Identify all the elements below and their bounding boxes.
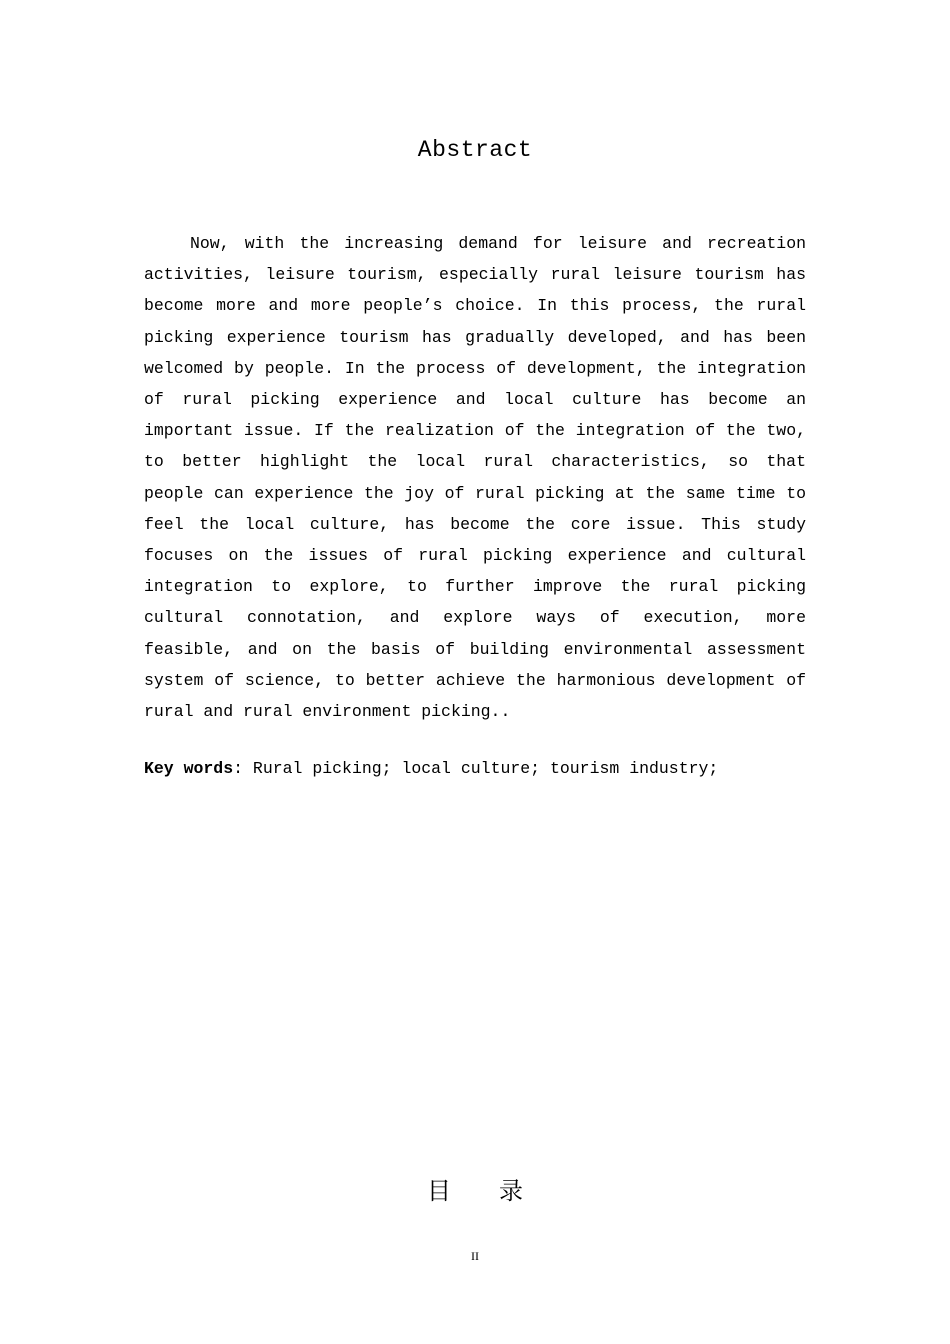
abstract-body: Now, with the increasing demand for leisure and recreation activities, leisure tourism, especially rural leisure tourism has become more and more people’s choice. In this process, the rural picking experience tourism has gradually developed, and has been welcomed by people. In the process of development, the integration of rural picking experience and local culture has become an important issue. If the realization of the integration of the two, to better highlight the local rural characteristics, so that people can experience the joy of rural picking at the same time to feel the local culture, has become the core issue. This study focuses on the issues of rural picking experience and cultural integration to explore, to further improve the rural picking cultural connotation, and explore ways of execution, more feasible, and on the basis of building environmental assessment system of science, to better achieve the harmonious development of rural and rural environment picking.. (144, 234, 806, 722)
abstract-title: Abstract (417, 137, 533, 163)
keywords-label: Key words (144, 759, 234, 778)
table-of-contents-title: 目录 (427, 1177, 571, 1205)
keywords-line (144, 755, 806, 783)
keywords-text: : Rural picking; local culture; tourism industry; (233, 759, 719, 778)
page-number: II (471, 1249, 479, 1263)
